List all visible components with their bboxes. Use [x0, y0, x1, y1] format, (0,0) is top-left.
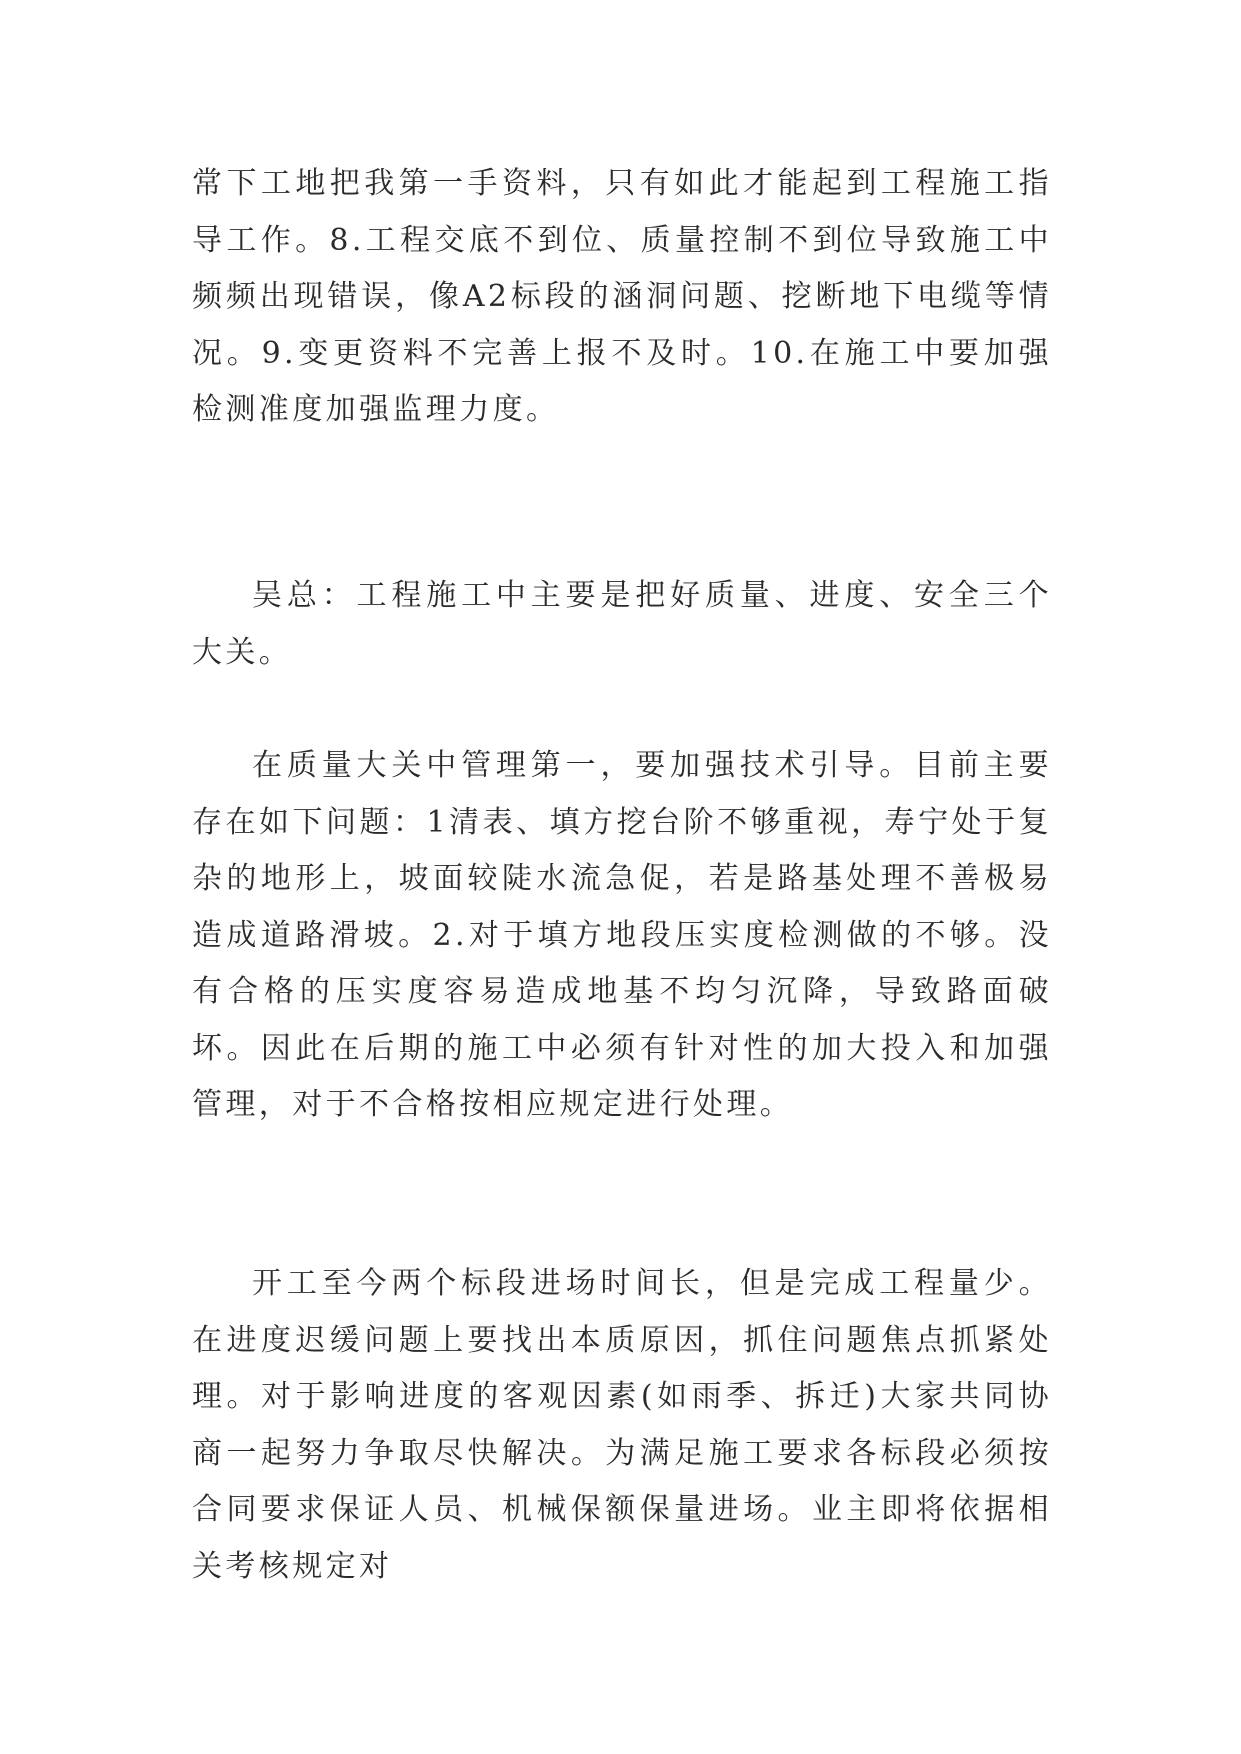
- paragraph-wu-statement: 吴总：工程施工中主要是把好质量、进度、安全三个大关。: [192, 578, 1052, 670]
- paragraph-progress: 开工至今两个标段进场时间长，但是完成工程量少。在进度迟缓问题上要找出本质原因，抓住问题焦点抓紧处理。对于影响进度的客观因素(如雨季、拆迁)大家共同协商一起努力争取尽快解决。为满足施工要求各标段必须按合同要求保证人员、机械保额保量进场。业主即将依据相关考核规定对: [192, 1266, 1052, 1584]
- paragraph-quality: 在质量大关中管理第一，要加强技术引导。目前主要存在如下问题：1清表、填方挖台阶不够重视，寿宁处于复杂的地形上，坡面较陡水流急促，若是路基处理不善极易造成道路滑坡。2.对于填方地段压实度检测做的不够。没有合格的压实度容易造成地基不均匀沉降，导致路面破坏。因此在后期的施工中必须有针对性的加大投入和加强管理，对于不合格按相应规定进行处理。: [192, 748, 1052, 1122]
- paragraph-continuation: 常下工地把我第一手资料，只有如此才能起到工程施工指导工作。8.工程交底不到位、质量控制不到位导致施工中频频出现错误，像A2标段的涵洞问题、挖断地下电缆等情况。9.变更资料不完善上报不及时。10.在施工中要加强检测准度加强监理力度。: [192, 166, 1052, 427]
